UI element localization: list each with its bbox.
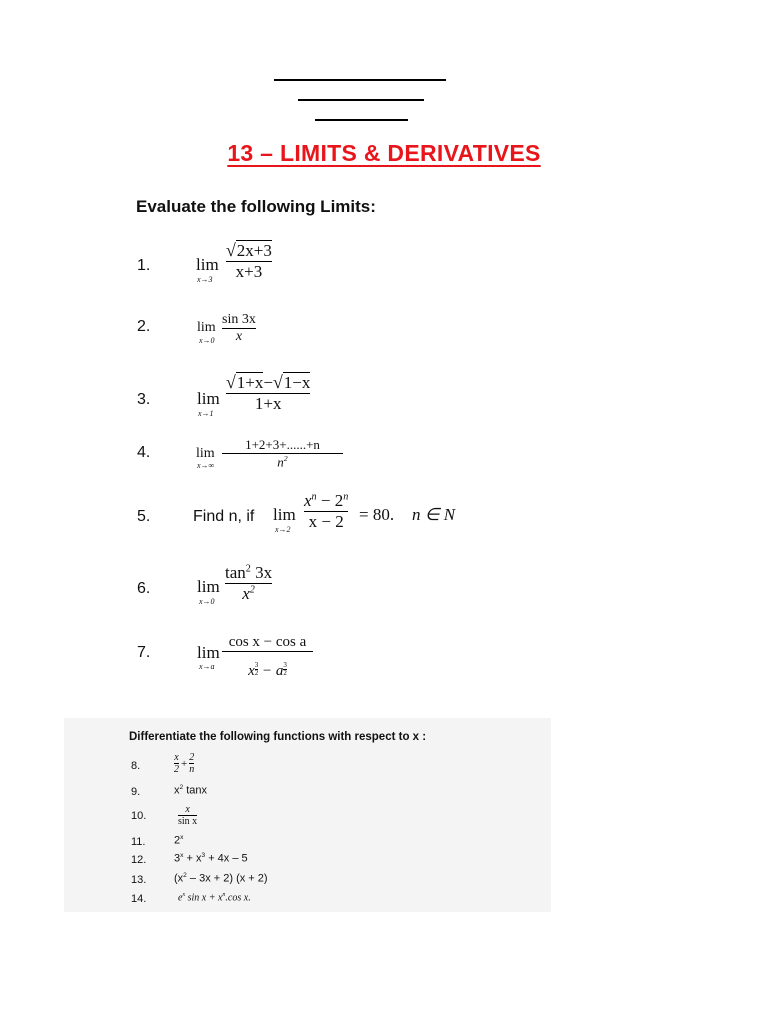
question-number: 5. [137,508,151,525]
question-number: 8. [131,760,141,772]
limit-fraction: √2x+3 x+3 [226,240,272,281]
derivative-expression: $x^2$ tanx [174,784,208,797]
question-number: 13. [131,874,147,886]
question-number: 14. [131,893,147,905]
lim-operator: lim x→2 [273,505,296,534]
limit-fraction: √1+x−√1−x 1+x [226,372,311,413]
derivative-expression: $3^x + x^3 + 4x - 5$ [174,852,248,865]
derivative-expression: $e^x$ $\sin x + x^n.\cos$ x. [178,892,251,904]
derivative-expression: $(x^2 - 3x + 2) (x + 2)$ [174,872,268,885]
lim-operator: lim x→∞ [196,446,215,470]
limits-heading: Evaluate the following Limits: [136,197,376,216]
header-rule-2 [298,99,424,101]
lim-operator: lim x→1 [197,389,220,418]
derivative-expression: x sin x [178,804,198,827]
find-n-text: Find n, if [193,508,255,525]
derivative-expression: $\frac{x}{2}$ + $\frac{2}{n}$ [174,752,195,775]
derivatives-heading: Differentiate the following functions with respect to x : [129,731,427,743]
question-number: 2. [137,318,151,335]
lim-operator: lim x→0 [197,577,220,606]
question-number: 12. [131,854,147,866]
question-number: 1. [137,257,151,274]
limit-fraction: $x^n - 2^n$ x − 2 [304,491,349,531]
derivative-expression: 2$^x$ [174,834,184,847]
question-number: 4. [137,444,151,461]
header-rule-3 [315,119,408,121]
equals-eighty: = 80. [359,505,395,524]
limit-fraction: $\tan^2 3x$ $x^2$ [225,563,273,603]
question-number: 10. [131,810,147,822]
limit-fraction: cos x − cos a x $\frac{3}{2}$ − a $\frac{3}{2}$ [222,634,313,680]
question-number: 7. [137,644,151,661]
header-rule-1 [274,79,446,81]
limit-fraction: 1+2+3+......+n $n^2$ [222,437,343,470]
question-number: 6. [137,580,151,597]
lim-operator: lim x→0 [197,320,216,345]
question-number: 11. [131,836,146,848]
question-number: 3. [137,391,151,408]
lim-operator: lim x→3 [196,255,219,284]
page-title: 13 – LIMITS & DERIVATIVES [227,140,541,166]
question-number: 9. [131,786,141,798]
limit-fraction: sin 3x x [222,312,256,344]
n-in-N: n ∈ N [412,505,456,524]
lim-operator: lim x→a [197,643,220,671]
